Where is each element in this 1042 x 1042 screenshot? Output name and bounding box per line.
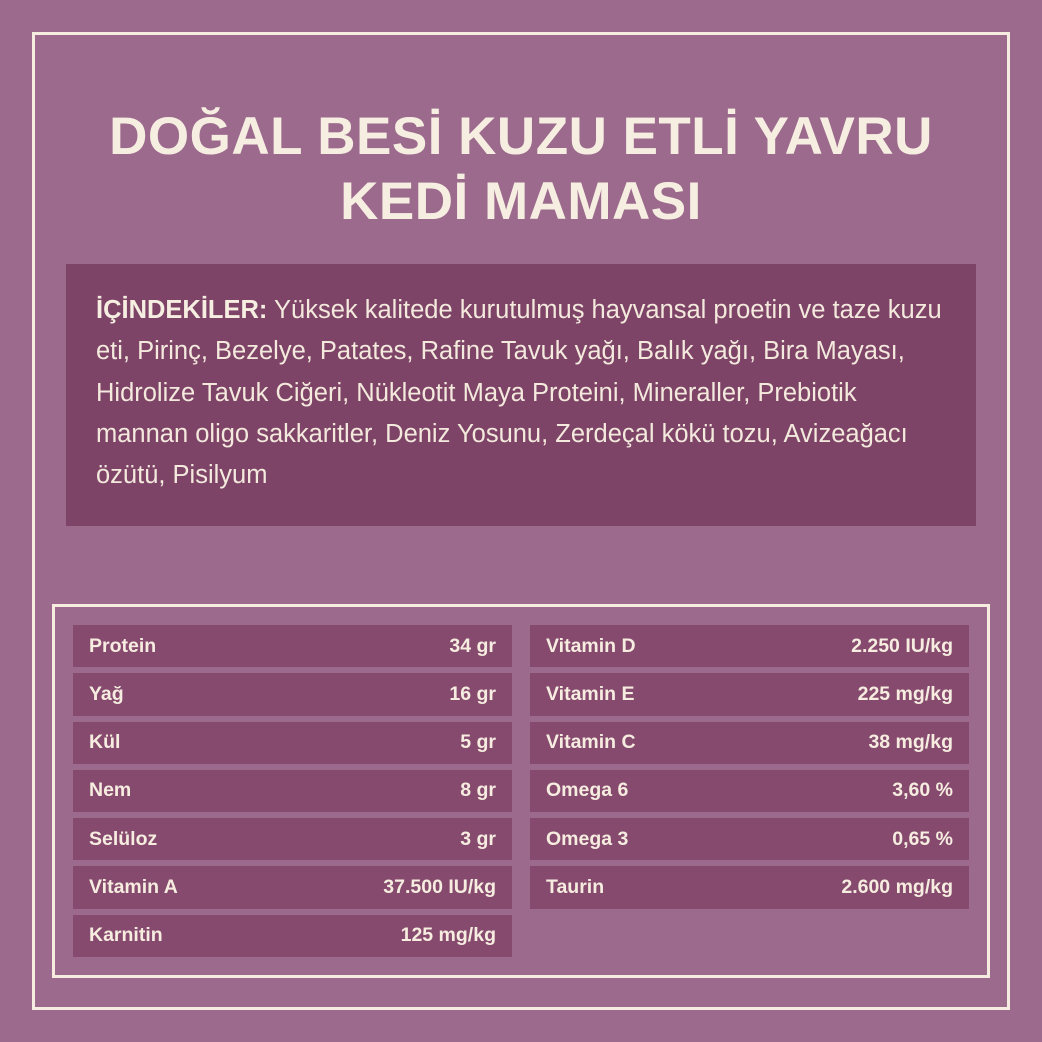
nutrient-value: 5 gr (460, 731, 496, 754)
ingredients-list: Yüksek kalitede kurutulmuş hayvansal proetin ve taze kuzu eti, Pirinç, Bezelye, Patates, Rafine Tavuk yağı, Balık yağı, Bira Mayası, Hidrolize Tavuk Ciğeri, Nükleotit Maya Proteini, Mineraller, Prebiotik mannan oligo sakkaritler, Deniz Yosunu, Zerdeçal kökü tozu, Avizeağacı özütü, Pisilyum (96, 296, 942, 490)
table-row (73, 818, 512, 860)
table-row (530, 722, 969, 764)
table-row (73, 722, 512, 764)
ingredients-panel (66, 264, 976, 526)
table-row (73, 673, 512, 715)
nutrient-name: Selüloz (89, 827, 158, 850)
nutrient-name: Yağ (89, 682, 124, 705)
nutrient-value: 8 gr (460, 779, 496, 802)
table-row (530, 818, 969, 860)
nutrient-value: 37.500 IU/kg (383, 876, 496, 899)
nutrient-value: 3,60 % (892, 779, 953, 802)
nutrient-name: Taurin (546, 876, 605, 899)
nutrient-name: Protein (89, 634, 157, 657)
nutrient-name: Vitamin A (89, 876, 178, 899)
table-row (73, 770, 512, 812)
nutrient-value: 38 mg/kg (868, 731, 953, 754)
table-row (530, 866, 969, 908)
table-row (530, 625, 969, 667)
table-row-spacer (530, 915, 969, 957)
nutrient-value: 16 gr (449, 682, 496, 705)
analysis-column-right (530, 625, 969, 957)
table-row (73, 866, 512, 908)
analysis-table (73, 625, 969, 957)
ingredients-label: İÇİNDEKİLER: (96, 296, 268, 324)
table-row (530, 673, 969, 715)
nutrient-value: 3 gr (460, 827, 496, 850)
nutrient-name: Kül (89, 731, 121, 754)
ingredients-text (96, 290, 946, 496)
nutrient-name: Omega 6 (546, 779, 629, 802)
nutrient-name: Vitamin D (546, 634, 636, 657)
nutrient-name: Vitamin E (546, 682, 635, 705)
nutrient-value: 2.250 IU/kg (851, 634, 953, 657)
nutrient-name: Omega 3 (546, 827, 629, 850)
page-title: DOĞAL BESİ KUZU ETLİ YAVRU KEDİ MAMASI (109, 107, 933, 231)
nutrient-name: Vitamin C (546, 731, 636, 754)
nutrient-value: 125 mg/kg (400, 924, 496, 947)
table-row (73, 625, 512, 667)
nutrient-value: 2.600 mg/kg (841, 876, 953, 899)
analysis-column-left (73, 625, 512, 957)
nutrient-name: Nem (89, 779, 132, 802)
table-row (73, 915, 512, 957)
nutrient-value: 0,65 % (892, 827, 953, 850)
nutrient-value: 34 gr (449, 634, 496, 657)
nutrient-value: 225 mg/kg (857, 682, 953, 705)
nutrient-name: Karnitin (89, 924, 163, 947)
analysis-table-frame (52, 604, 990, 978)
table-row (530, 770, 969, 812)
